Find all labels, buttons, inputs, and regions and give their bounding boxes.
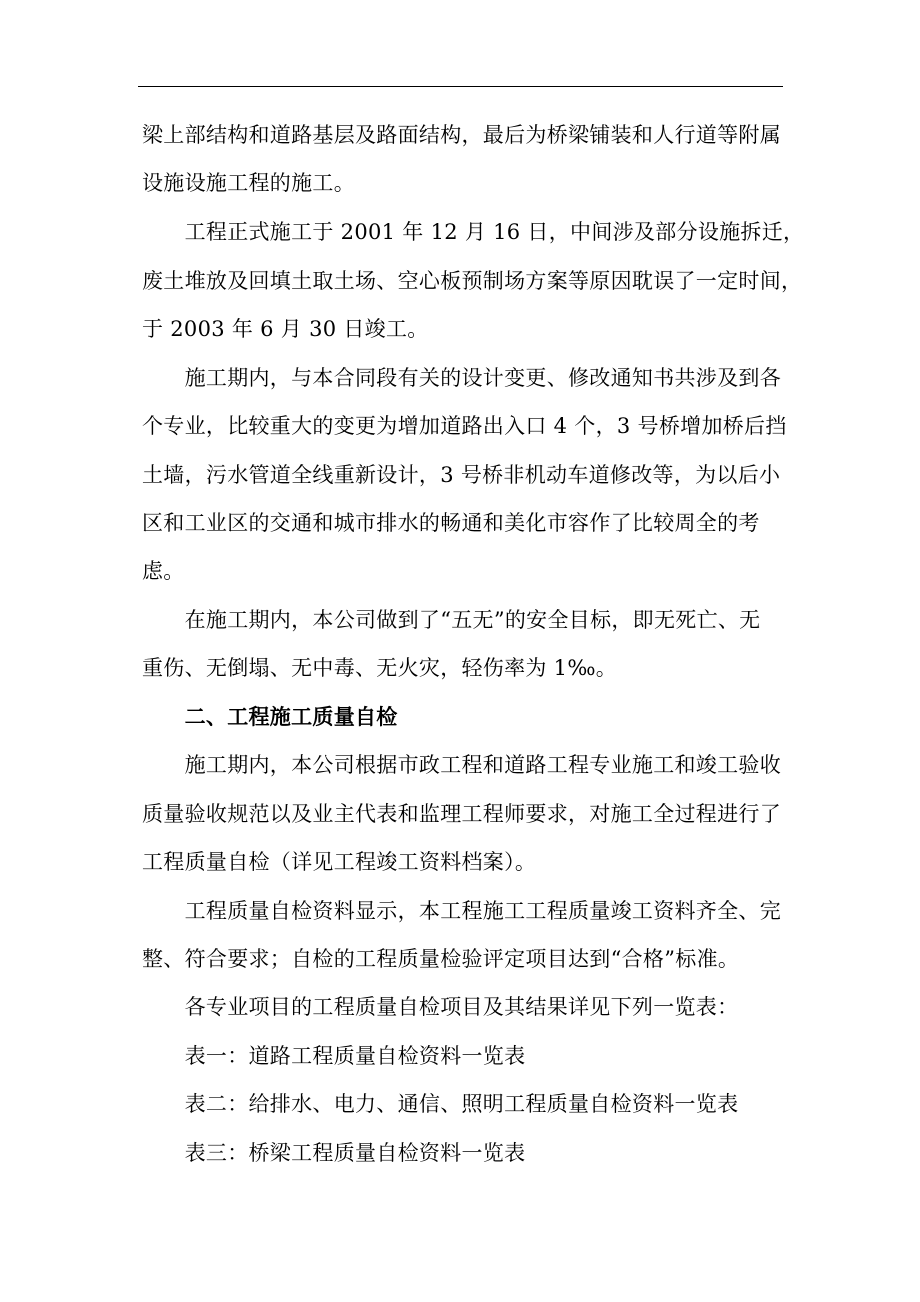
body-line-5: 于 2003 年 6 月 30 日竣工。 bbox=[142, 317, 429, 341]
body-line-6: 施工期内，与本合同段有关的设计变更、修改通知书共涉及到各 bbox=[142, 366, 781, 390]
body-line-1: 梁上部结构和道路基层及路面结构，最后为桥梁铺装和人行道等附属 bbox=[142, 123, 781, 147]
body-line-4: 废土堆放及回填土取土场、空心板预制场方案等原因耽误了一定时间， bbox=[142, 269, 803, 293]
body-line-18: 各专业项目的工程质量自检项目及其结果详见下列一览表： bbox=[142, 995, 739, 1019]
body-line-9: 区和工业区的交通和城市排水的畅通和美化市容作了比较周全的考 bbox=[142, 511, 760, 535]
body-line-11: 在施工期内，本公司做到了“五无”的安全目标，即无死亡、无 bbox=[142, 608, 761, 632]
section-heading: 二、工程施工质量自检 bbox=[142, 704, 398, 729]
body-line-2: 设施设施工程的施工。 bbox=[142, 171, 355, 195]
body-line-7: 个专业，比较重大的变更为增加道路出入口 4 个，3 号桥增加桥后挡 bbox=[142, 414, 787, 438]
body-line-10: 虑。 bbox=[142, 559, 185, 583]
table-ref-3: 表三：桥梁工程质量自检资料一览表 bbox=[142, 1141, 526, 1165]
body-line-3: 工程正式施工于 2001 年 12 月 16 日，中间涉及部分设施拆迁， bbox=[142, 220, 805, 244]
body-line-12: 重伤、无倒塌、无中毒、无火灾，轻伤率为 1‰。 bbox=[142, 656, 618, 680]
body-line-8: 土墙，污水管道全线重新设计，3 号桥非机动车道修改等，为以后小 bbox=[142, 463, 781, 487]
body-line-16: 工程质量自检资料显示，本工程施工工程质量竣工资料齐全、完 bbox=[142, 899, 781, 923]
header-rule bbox=[138, 86, 783, 87]
table-ref-2: 表二：给排水、电力、通信、照明工程质量自检资料一览表 bbox=[142, 1092, 739, 1116]
body-line-14: 质量验收规范以及业主代表和监理工程师要求，对施工全过程进行了 bbox=[142, 802, 781, 826]
body-line-15: 工程质量自检（详见工程竣工资料档案）。 bbox=[142, 850, 537, 874]
table-ref-1: 表一：道路工程质量自检资料一览表 bbox=[142, 1044, 526, 1068]
body-line-13: 施工期内，本公司根据市政工程和道路工程专业施工和竣工验收 bbox=[142, 753, 781, 777]
body-line-17: 整、符合要求；自检的工程质量检验评定项目达到“合格”标准。 bbox=[142, 947, 740, 971]
